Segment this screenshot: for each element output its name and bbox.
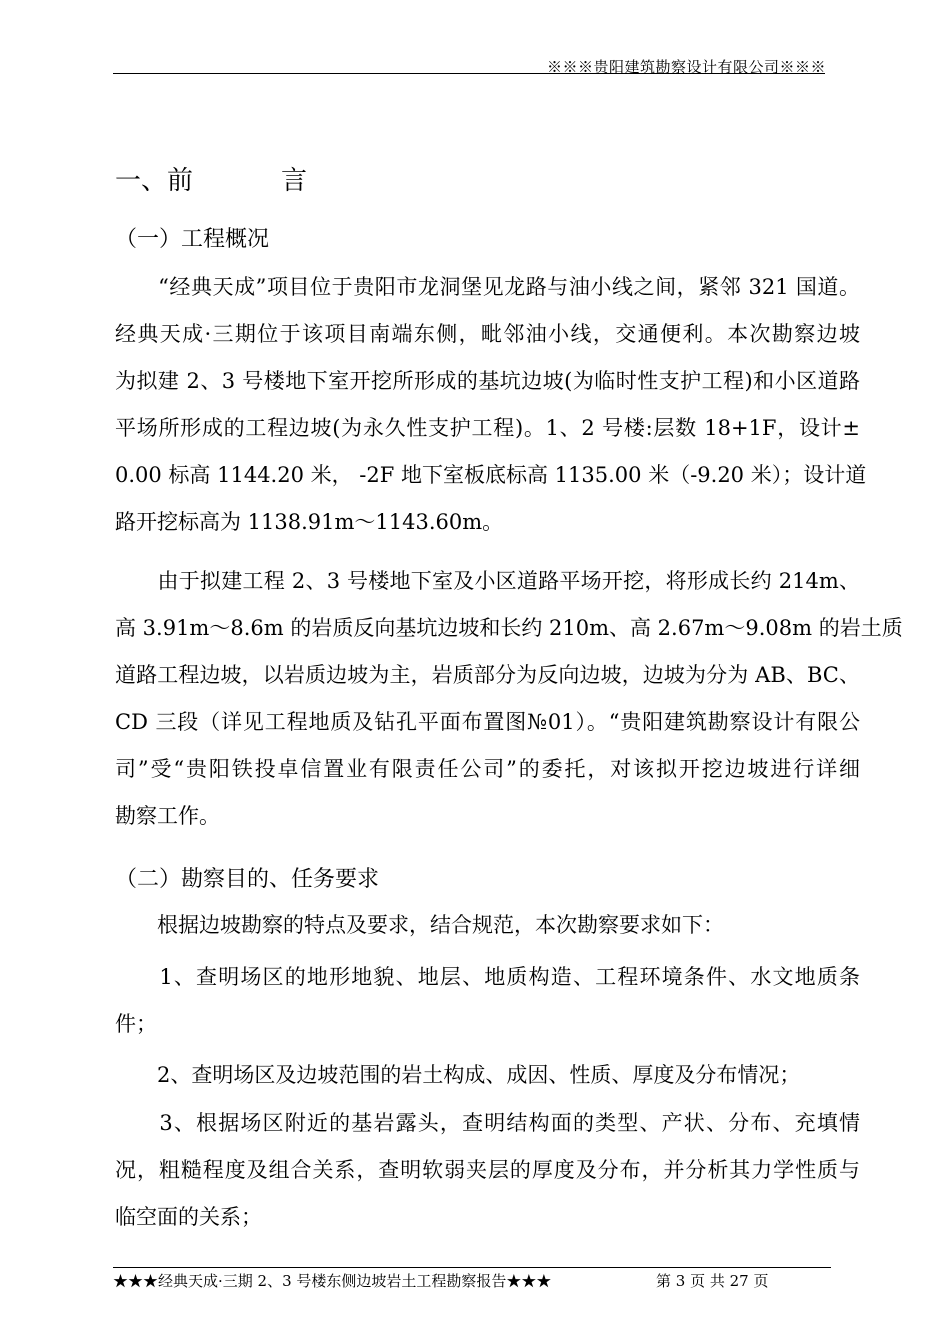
- footer-divider: [113, 1267, 831, 1268]
- chapter-title-part1: 一、前: [115, 166, 194, 196]
- text-line: 2、查明场区及边坡范围的岩土构成、成因、性质、厚度及分布情况；: [115, 1063, 801, 1087]
- text-line: CD 三段（详见工程地质及钻孔平面布置图№01）。“贵阳建筑勘察设计有限公: [115, 710, 860, 734]
- text-line: 况，粗糙程度及组合关系，查明软弱夹层的厚度及分布，并分析其力学性质与: [115, 1158, 860, 1182]
- text-line: 路开挖标高为 1138.91m～1143.60m。: [115, 510, 504, 534]
- chapter-title: [115, 160, 307, 197]
- text-line: “经典天成”项目位于贵阳市龙洞堡见龙路与油小线之间，紧邻 321 国道。: [115, 275, 860, 299]
- paragraph-requirements-intro: [115, 902, 860, 949]
- text-line: 1、查明场区的地形地貌、地层、地质构造、工程环境条件、水文地质条: [115, 965, 860, 989]
- text-line: 平场所形成的工程边坡(为永久性支护工程)。1、2 号楼:层数 18+1F，设计±: [115, 416, 860, 440]
- paragraph-slope-description: [115, 558, 903, 840]
- text-line: 件；: [115, 1012, 157, 1036]
- text-line: 根据边坡勘察的特点及要求，结合规范，本次勘察要求如下：: [115, 913, 724, 937]
- list-item-1: [115, 954, 860, 1048]
- text-line: 0.00 标高 1144.20 米， -2F 地下室板底标高 1135.00 米（-9.20 米）；设计道: [115, 463, 867, 487]
- list-item-3: [115, 1100, 860, 1241]
- section-heading-overview: （一）工程概况: [115, 227, 270, 252]
- text-line: 司”受“贵阳铁投卓信置业有限责任公司”的委托，对该拟开挖边坡进行详细: [115, 757, 860, 781]
- text-line: 由于拟建工程 2、3 号楼地下室及小区道路平场开挖，将形成长约 214m、: [115, 569, 860, 593]
- text-line: 高 3.91m～8.6m 的岩质反向基坑边坡和长约 210m、高 2.67m～9.08m 的岩土质: [115, 616, 903, 640]
- page-number: 第 3 页 共 27 页: [656, 1272, 769, 1290]
- page-header: ※※※贵阳建筑勘察设计有限公司※※※: [546, 58, 826, 76]
- footer-report-title: ★★★经典天成·三期 2、3 号楼东侧边坡岩土工程勘察报告★★★: [113, 1272, 552, 1290]
- header-divider: [113, 73, 825, 74]
- text-line: 3、根据场区附近的基岩露头，查明结构面的类型、产状、分布、充填情: [115, 1111, 860, 1135]
- section-heading-purpose: （二）勘察目的、任务要求: [115, 867, 380, 892]
- list-item-2: [115, 1052, 860, 1099]
- paragraph-project-overview: [115, 264, 867, 546]
- text-line: 经典天成·三期位于该项目南端东侧，毗邻油小线，交通便利。本次勘察边坡: [115, 322, 860, 346]
- text-line: 临空面的关系；: [115, 1205, 262, 1229]
- text-line: 为拟建 2、3 号楼地下室开挖所形成的基坑边坡(为临时性支护工程)和小区道路: [115, 369, 860, 393]
- chapter-title-part2: 言: [281, 166, 308, 196]
- text-line: 勘察工作。: [115, 804, 220, 828]
- text-line: 道路工程边坡，以岩质边坡为主，岩质部分为反向边坡，边坡为分为 AB、BC、: [115, 663, 860, 687]
